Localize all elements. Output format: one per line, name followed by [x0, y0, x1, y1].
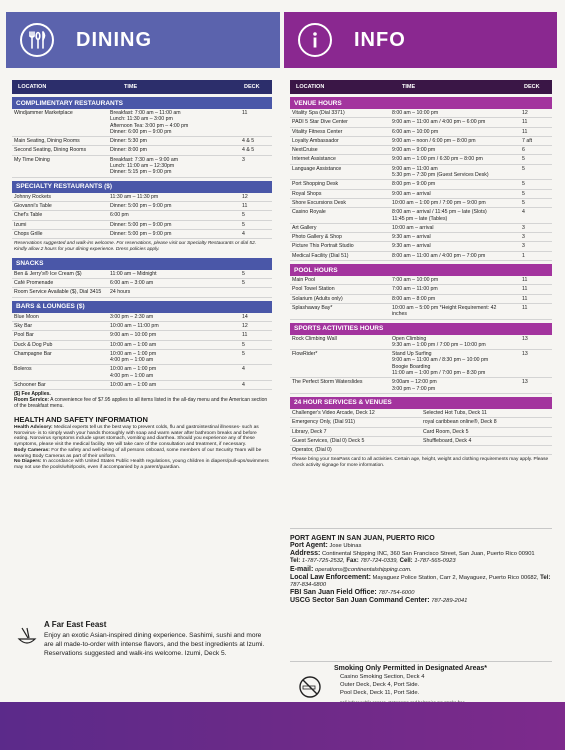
bars-list: [12, 313, 272, 391]
email-label: E-mail:: [290, 565, 314, 573]
row-time: 7:00 am – 10:00 pm: [392, 277, 439, 284]
fbi-label: FBI San Juan Field Office:: [290, 589, 377, 597]
row-time: 9:00 am – 11:00 am / 4:00 pm – 6:00 pm: [392, 119, 486, 126]
service-item: Guest Services, (Dial 0) Deck 5: [290, 437, 421, 446]
table-row: [12, 202, 272, 211]
info-icon: [298, 23, 332, 57]
section-specialty: SPECIALTY RESTAURANTS ($): [12, 181, 272, 193]
law-label: Local Law Enforcement:: [290, 573, 371, 581]
row-time: 9:00 am – 10:00 pm: [110, 332, 157, 339]
law-enforcement: [290, 574, 552, 589]
row-deck: 5: [242, 212, 245, 219]
specialty-list: [12, 193, 272, 239]
fax-value: 787-724-0339,: [360, 558, 399, 565]
row-deck: [242, 289, 268, 295]
uscg-value: 787-289-2041: [431, 598, 468, 605]
table-row: [12, 365, 272, 381]
far-east-feast-promo: [12, 612, 274, 698]
dining-column: [12, 80, 272, 471]
table-row: [290, 146, 552, 155]
email-value[interactable]: operations@continentalshipping.com.: [314, 566, 412, 573]
row-name: Blue Moon: [14, 313, 39, 320]
dining-table-header: [12, 80, 272, 94]
table-row: [12, 230, 272, 239]
row-name: Royal Shops: [292, 190, 322, 197]
tel-label: Tel:: [290, 558, 301, 565]
row-deck: 11: [242, 110, 248, 116]
row-time: 11:30 am – 11:30 pm: [110, 193, 159, 200]
smoking-area: Pool Deck, Deck 11, Port Side.: [340, 690, 420, 696]
row-time: 10:00 am – 1:00 pm 4:00 pm – 1:00 am: [110, 350, 157, 364]
cell-label: Cell:: [399, 558, 413, 565]
fbi-value: 787-754-6000: [378, 590, 415, 597]
table-row: [12, 146, 272, 155]
row-time: 9:00 am – 11:00 am 5:30 pm – 7:30 pm (Guest Services Desk): [392, 165, 489, 179]
row-time: 11:00 am – Midnight: [110, 270, 157, 277]
row-deck: 4: [522, 209, 525, 216]
row-deck: 5: [242, 280, 245, 287]
row-name: Boleros: [14, 366, 32, 373]
row-deck: 11: [242, 202, 248, 209]
sports-list: [290, 335, 552, 394]
row-time: 10:00 am – 11:00 pm: [110, 322, 159, 329]
row-time: 9:30 am – arrival: [392, 243, 431, 250]
table-row: [12, 221, 272, 230]
row-time: 9:00 am – arrival: [392, 190, 431, 197]
row-time: Stand Up Surfing 9:00 am – 11:00 am / 8:30 pm – 10:00 pm Boogie Boarding 11:00 am – 1:00 pm / 7:00 pm – 8:30 pm: [392, 351, 489, 377]
row-time: 8:00 am – 11:00 am / 4:00 pm – 7:00 pm: [392, 252, 486, 259]
row-time: 8:00 am – 10:00 pm: [392, 110, 439, 116]
table-row: [290, 165, 552, 181]
safety-title: HEALTH AND SAFETY INFORMATION: [14, 414, 148, 424]
table-row: [12, 270, 272, 279]
row-time: 10:00 am – 1:00 am: [110, 382, 157, 389]
row-name: NextCruise: [292, 147, 318, 154]
table-row: [12, 313, 272, 322]
row-name: Picture This Portrait Studio: [292, 243, 354, 250]
row-time: Breakfast: 7:00 am – 11:00 am Lunch: 11:30 am – 3:00 pm Afternoon Tea: 3:00 pm – 4:00 pm Dinner: 6:00 pm – 9:00 pm: [110, 110, 189, 135]
section-pool: POOL HOURS: [290, 264, 552, 276]
row-deck: 11: [522, 128, 528, 135]
row-time: 8:00 am – 8:00 pm: [392, 295, 436, 302]
info-table-header: [290, 80, 552, 94]
row-deck: 5: [522, 165, 525, 172]
row-deck: 11: [522, 277, 528, 284]
table-row: [12, 156, 272, 178]
specialty-note: Reservations suggested and walk-ins welcome. For reservations, please visit our Specialty Restaurants or dial 52. Kindly allow 2 hours for your dining experience. Dress policies apply.: [14, 241, 257, 252]
row-name: Chef's Table: [14, 212, 43, 219]
row-deck: 5: [522, 190, 525, 197]
row-deck: 5: [242, 270, 245, 277]
service-item: Selected Hot Tubs, Deck 11: [421, 409, 552, 418]
row-deck: 12: [242, 193, 248, 200]
row-time: 10:00 am – arrival: [392, 224, 434, 231]
section-sports: SPORTS ACTIVITIES HOURS: [290, 323, 552, 335]
service-item: Operator, (Dial 0): [290, 446, 421, 455]
row-time: 10:00 am – 1:00 am: [110, 341, 157, 348]
row-name: Pool Bar: [14, 332, 34, 339]
cell-value: 1-787-565-0923: [414, 558, 456, 565]
row-time: 10:00 am – 5:00 pm *Height Requirement: 42 inches: [392, 304, 497, 318]
row-name: Giovanni's Table: [14, 202, 52, 209]
advisory-text: Medical experts tell us the best way to prevent colds, flu and gastrointestinal illnesses- such as Norovirus- is to simply wash your hands thoroughly with soap and warm water after bathroom breaks and before eating. Norovirus symptoms include upset stomach, vomiting and diarrhea. Should you experience any of these symptoms, please visit the medical facility. We will take care of the consultation and treatment, if necessary.: [14, 424, 259, 448]
row-name: Internet Assistance: [292, 156, 336, 163]
row-time: Dinner: 5:00 pm – 9:00 pm: [110, 221, 172, 228]
camera-label: Body Cameras:: [14, 447, 50, 453]
row-name: Main Pool: [292, 277, 316, 284]
table-row: [290, 224, 552, 233]
row-name: Solarium (Adults only): [292, 295, 343, 302]
chopsticks-icon: [16, 626, 38, 648]
row-deck: 13: [522, 335, 528, 342]
table-row: [290, 208, 552, 224]
law-tel-label: Tel:: [540, 574, 551, 581]
info-column: [290, 80, 552, 471]
row-time: 9:00 am – noon / 6:00 pm – 8:00 pm: [392, 137, 476, 144]
row-time: 8:00 pm – 9:00 pm: [392, 181, 436, 188]
fbi-office: [290, 589, 552, 597]
row-name: Art Gallery: [292, 224, 317, 231]
service-item: Emergency Only, (Dial 911): [290, 418, 421, 427]
table-row: [290, 276, 552, 285]
services-grid: [290, 409, 552, 455]
row-name: Second Seating, Dining Rooms: [14, 147, 87, 154]
law-tel-value: 787-834-6800: [290, 582, 327, 589]
uscg-center: [290, 597, 552, 605]
row-name: Room Service Available ($), Dial 3415: [14, 289, 102, 296]
col-time-info: TIME: [402, 84, 416, 90]
section-services: 24 HOUR SERVICES & VENUES: [290, 397, 552, 409]
table-row: [290, 118, 552, 127]
row-deck: 4 & 5: [242, 147, 255, 154]
uscg-label: USCG Sector San Juan Command Center:: [290, 597, 430, 605]
service-item: Library, Deck 7: [290, 428, 421, 437]
fax-label: Fax:: [346, 558, 359, 565]
table-row: [290, 335, 552, 351]
fees-text: A convenience fee of $7.95 applies to all items listed in the all-day menu and the American section of the breakfast menu.: [14, 397, 268, 409]
col-deck-info: DECK: [524, 84, 540, 90]
row-time: 9:00am – 12:00 pm 3:00 pm – 7:00 pm: [392, 379, 437, 392]
col-location-info: LOCATION: [296, 84, 325, 90]
table-row: [290, 190, 552, 199]
row-name: Schooner Bar: [14, 382, 46, 389]
table-row: [290, 233, 552, 242]
smoking-area: Outer Deck, Deck 4, Port Side.: [340, 682, 420, 688]
row-deck: 5: [242, 350, 245, 357]
diapers-text: In accordance with United States Public Health regulations, young children in diapers/pull-ups/swimmers may not use the pools/whirlpools, even if accompanied by a parent/guardian.: [14, 459, 269, 471]
port-phones: [290, 558, 552, 565]
info-header: [284, 12, 557, 68]
dining-title: DINING: [76, 28, 152, 51]
table-row: [290, 155, 552, 164]
row-deck: 11: [522, 286, 528, 293]
address-value: Continental Shipping INC, 360 San Francisco Street, San Juan, Puerto Rico 00901: [321, 551, 535, 558]
services-note: Please bring your SeaPass card to all activities. Certain age, height, weight and clothing requirements may apply. Please check activity signage for more information.: [292, 457, 549, 469]
col-deck: DECK: [244, 84, 260, 90]
row-deck: 12: [522, 110, 528, 116]
table-row: [12, 211, 272, 220]
diapers-label: No Diapers:: [14, 459, 42, 465]
row-deck: 5: [242, 221, 245, 228]
tel-value: 1-787-725-2532,: [301, 558, 345, 565]
address-label: Address:: [290, 550, 321, 558]
row-time: Open Climbing 9:30 am – 1:00 pm / 7:00 pm – 10:00 pm: [392, 335, 486, 348]
fees-title: ($) Fee Applies.: [14, 391, 51, 398]
table-row: [290, 285, 552, 294]
row-time: 8:00 am – arrival / 11:45 pm – late (Slots) 11:45 pm – late (Tables): [392, 209, 487, 222]
row-name: Pool Towel Station: [292, 286, 335, 293]
table-row: [12, 322, 272, 331]
row-name: Chops Grille: [14, 230, 43, 237]
row-name: Casino Royale: [292, 209, 326, 216]
row-name: Main Seating, Dining Rooms: [14, 138, 80, 145]
table-row: [290, 304, 552, 320]
row-time: 6:00 am – 3:00 am: [110, 280, 154, 287]
row-deck: 5: [242, 341, 245, 348]
row-time: 6:00 am – 10:00 pm: [392, 128, 439, 135]
venue-list: [290, 109, 552, 261]
row-time: 9:00 am – 1:00 pm / 6:30 pm – 8:00 pm: [392, 156, 483, 163]
row-name: Izumi: [14, 221, 27, 228]
row-deck: 5: [522, 156, 525, 163]
section-bars: BARS & LOUNGES ($): [12, 301, 272, 313]
row-name: Splashaway Bay*: [292, 304, 333, 311]
row-deck: 5: [522, 181, 525, 188]
row-name: Photo Gallery & Shop: [292, 234, 342, 241]
row-deck: 3: [522, 224, 525, 231]
row-name: Ben & Jerry's® Ice Cream ($): [14, 270, 82, 277]
footer-band: [0, 702, 565, 750]
row-name: Champagne Bar: [14, 350, 52, 357]
pool-list: [290, 276, 552, 319]
table-row: [12, 137, 272, 146]
row-name: Rock Climbing Wall: [292, 335, 337, 342]
port-divider: [290, 528, 552, 529]
row-name: Shore Excursions Desk: [292, 199, 346, 206]
feast-title: A Far East Feast: [44, 620, 107, 629]
snacks-list: [12, 270, 272, 298]
row-name: Loyalty Ambassador: [292, 137, 339, 144]
row-deck: 3: [522, 243, 525, 250]
row-name: FlowRider*: [292, 351, 318, 358]
row-time: Dinner: 5:00 pm – 9:00 pm: [110, 202, 172, 209]
table-row: [290, 295, 552, 304]
utensils-icon: [20, 23, 54, 57]
row-deck: 5: [522, 199, 525, 206]
port-title: PORT AGENT IN SAN JUAN, PUERTO RICO: [290, 535, 435, 542]
fees-label: Room Service:: [14, 397, 50, 404]
row-deck: 11: [522, 295, 528, 302]
row-name: The Perfect Storm Waterslides: [292, 379, 363, 386]
table-row: [12, 193, 272, 202]
section-snacks: SNACKS: [12, 258, 272, 270]
row-deck: 4: [242, 366, 245, 373]
service-item: Card Room, Deck 5: [421, 428, 552, 437]
no-smoking-icon: [298, 675, 322, 699]
row-deck: 6: [522, 147, 525, 154]
row-deck: 13: [522, 351, 528, 358]
row-deck: 11: [522, 119, 528, 126]
port-email: [290, 566, 552, 574]
complimentary-list: [12, 109, 272, 178]
row-time: 10:00 am – 1:00 pm 4:00 pm – 1:00 am: [110, 366, 157, 379]
row-deck: 12: [242, 322, 248, 329]
row-deck: 14: [242, 313, 248, 320]
table-row: [12, 109, 272, 137]
row-time: Dinner: 5:30 pm: [110, 138, 147, 145]
table-row: [290, 350, 552, 378]
row-name: Windjammer Marketplace: [14, 110, 73, 116]
row-time: Dinner: 5:00 pm – 9:00 pm: [110, 230, 172, 237]
info-title: INFO: [354, 28, 406, 51]
row-deck: 1: [522, 252, 525, 259]
service-item: royal caribbean online®, Deck 8: [421, 418, 552, 427]
camera-text: For the safety and well-being of all persons onboard, some members of our Security Team will be wearing Body Cameras as part of their uniform.: [14, 447, 262, 459]
row-name: Port Shopping Desk: [292, 181, 339, 188]
row-name: Johnny Rockets: [14, 193, 51, 200]
row-deck: 4: [242, 382, 245, 389]
row-deck: 7 aft: [522, 137, 533, 144]
port-agent-block: [290, 528, 552, 606]
agent-label: Port Agent:: [290, 542, 328, 549]
row-time: 6:00 pm: [110, 212, 129, 219]
row-name: PADI 5 Star Dive Center: [292, 119, 348, 126]
row-name: Vitality Spa (Dial 3371): [292, 110, 345, 116]
feast-text: Enjoy an exotic Asian-inspired dining experience. Sashimi, sushi and more are all made-to-order with intense flavors, and the best ingredients at Izumi. Reservations suggested and walk-ins welcome. Izumi, Deck 5.: [44, 632, 265, 658]
table-row: [290, 242, 552, 251]
service-item: Challenger's Video Arcade, Deck 12: [290, 409, 421, 418]
advisory-label: Health Advisory:: [14, 424, 53, 430]
law-value: Mayaguez Police Station, Carr 2, Mayaguez, Puerto Rico 00682,: [372, 574, 539, 581]
row-deck: 3: [242, 156, 245, 163]
row-name: Medical Facility (Dial 51): [292, 252, 349, 259]
row-name: My Time Dining: [14, 156, 50, 163]
table-row: [290, 128, 552, 137]
row-deck: 13: [522, 379, 528, 386]
row-deck: 11: [242, 332, 248, 339]
agent-value: Jose Ubinas: [329, 543, 362, 549]
row-deck: 11: [522, 304, 528, 311]
row-name: Sky Bar: [14, 322, 33, 329]
service-item: Shuffleboard, Deck 4: [421, 437, 552, 446]
row-time: 10:00 am – 1:00 pm / 7:00 pm – 9:00 pm: [392, 199, 486, 206]
port-agent: [290, 542, 552, 550]
row-time: 9:30 am – arrival: [392, 234, 431, 241]
table-row: [12, 381, 272, 390]
smoking-area: Casino Smoking Section, Deck 4: [340, 674, 425, 680]
table-row: [12, 288, 272, 297]
table-row: [12, 331, 272, 340]
section-venue: VENUE HOURS: [290, 97, 552, 109]
table-row: [290, 199, 552, 208]
safety-advisory: [12, 425, 272, 471]
row-time: 9:00 am – 9:00 pm: [392, 147, 436, 154]
col-location: LOCATION: [18, 84, 47, 90]
row-deck: 4: [242, 230, 245, 237]
fees-note: [12, 390, 272, 411]
row-name: Vitality Fitness Center: [292, 128, 343, 135]
table-row: [12, 279, 272, 288]
port-address: [290, 550, 552, 558]
row-time: Breakfast: 7:30 am – 9:00 am Lunch: 11:00 am – 12:30pm Dinner: 5:15 pm – 9:00 pm: [110, 156, 179, 176]
row-time: Dinner: 8:00 pm: [110, 147, 147, 154]
table-row: [290, 137, 552, 146]
row-time: 7:00 am – 11:00 pm: [392, 286, 438, 293]
table-row: [12, 341, 272, 350]
smoking-title: Smoking Only Permitted in Designated Areas*: [334, 665, 488, 672]
table-row: [290, 109, 552, 118]
row-time: 3:00 pm – 2:30 am: [110, 313, 154, 320]
row-time: 24 hours: [110, 289, 131, 296]
table-row: [12, 350, 272, 366]
row-name: Café Promenade: [14, 280, 54, 287]
table-row: [290, 252, 552, 261]
dining-header: [6, 12, 280, 68]
service-item: [421, 446, 552, 455]
row-name: Duck & Dog Pub: [14, 341, 53, 348]
col-time: TIME: [124, 84, 138, 90]
table-row: [290, 378, 552, 394]
row-name: Language Assistance: [292, 165, 342, 172]
table-row: [290, 180, 552, 189]
row-deck: 4 & 5: [242, 138, 255, 145]
row-deck: 3: [522, 234, 525, 241]
section-complimentary: COMPLIMENTARY RESTAURANTS: [12, 97, 272, 109]
